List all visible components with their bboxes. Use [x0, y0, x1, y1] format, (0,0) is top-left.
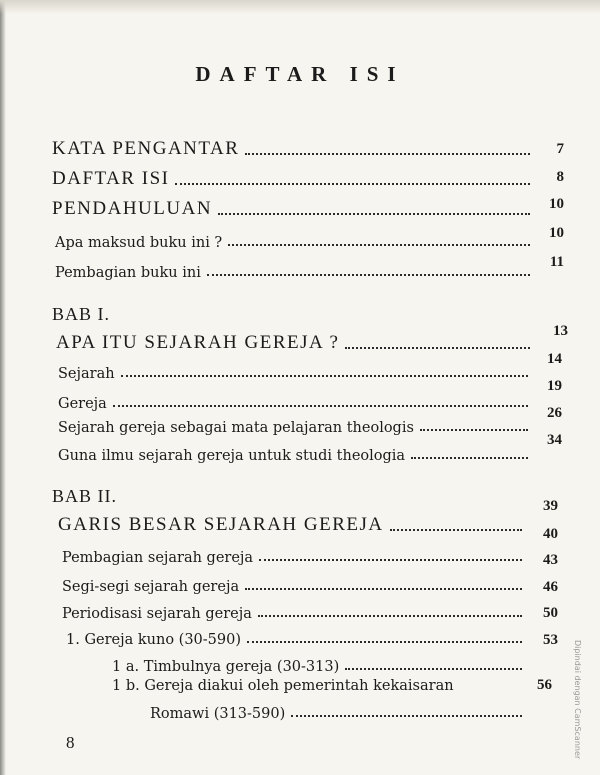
chapter-heading-bab-2: BAB II. [52, 486, 117, 506]
toc-entry-kata-pengantar: KATA PENGANTAR [52, 136, 530, 160]
toc-entry-mata-pelajaran: Sejarah gereja sebagai mata pelajaran theologis [58, 412, 528, 436]
toc-page-number: 46 [543, 579, 558, 595]
toc-entry-guna-ilmu: Guna ilmu sejarah gereja untuk studi theologia [58, 440, 528, 464]
toc-entry-gereja-diakui: 1 b. Gereja diakui oleh pemerintah kekaisaran [112, 678, 454, 694]
toc-entry-pendahuluan: PENDAHULUAN [52, 196, 530, 220]
toc-page-number: 10 [549, 196, 564, 212]
toc-page-number: 43 [543, 552, 558, 568]
chapter-heading-bab-1: BAB I. [52, 304, 111, 324]
toc-entry-timbulnya-gereja: 1 a. Timbulnya gereja (30-313) [112, 651, 522, 675]
toc-entry-romawi: Romawi (313-590) [150, 698, 522, 722]
toc-page-number: 13 [553, 323, 568, 339]
toc-page-number: 14 [547, 351, 562, 367]
toc-page-number: 56 [537, 677, 552, 693]
toc-page-number: 39 [543, 498, 558, 514]
toc-page-number: 7 [556, 141, 564, 157]
toc-page-number: 50 [543, 605, 558, 621]
toc-entry-pembagian-sejarah: Pembagian sejarah gereja [62, 542, 522, 566]
toc-page-number: 26 [547, 405, 562, 421]
toc-page-number: 19 [547, 378, 562, 394]
toc-entry-segi-segi: Segi-segi sejarah gereja [62, 571, 522, 595]
toc-entry-periodisasi: Periodisasi sejarah gereja [62, 598, 522, 622]
toc-page-number: 53 [543, 632, 558, 648]
scanner-watermark: Dipindai dengan CamScanner [573, 640, 582, 760]
toc-entry-chapter-title: APA ITU SEJARAH GEREJA ? [56, 330, 530, 354]
toc-entry-gereja-kuno: 1. Gereja kuno (30-590) [66, 624, 522, 648]
page-number: 8 [66, 733, 75, 752]
toc-page-number: 10 [549, 225, 564, 241]
toc-page-number: 11 [549, 254, 564, 270]
toc-page-number: 34 [547, 432, 562, 448]
toc-entry-gereja: Gereja [58, 388, 528, 412]
toc-entry-chapter-title: GARIS BESAR SEJARAH GEREJA [58, 512, 522, 536]
toc-entry-pembagian-buku: Pembagian buku ini [55, 257, 530, 281]
page-title: DAFTAR ISI [195, 62, 405, 86]
toc-page-number: 40 [543, 526, 558, 542]
toc-entry-daftar-isi: DAFTAR ISI [52, 166, 530, 190]
toc-page-number: 8 [556, 169, 564, 185]
toc-entry-apa-maksud: Apa maksud buku ini ? [55, 227, 530, 251]
toc-entry-sejarah: Sejarah [58, 358, 528, 382]
